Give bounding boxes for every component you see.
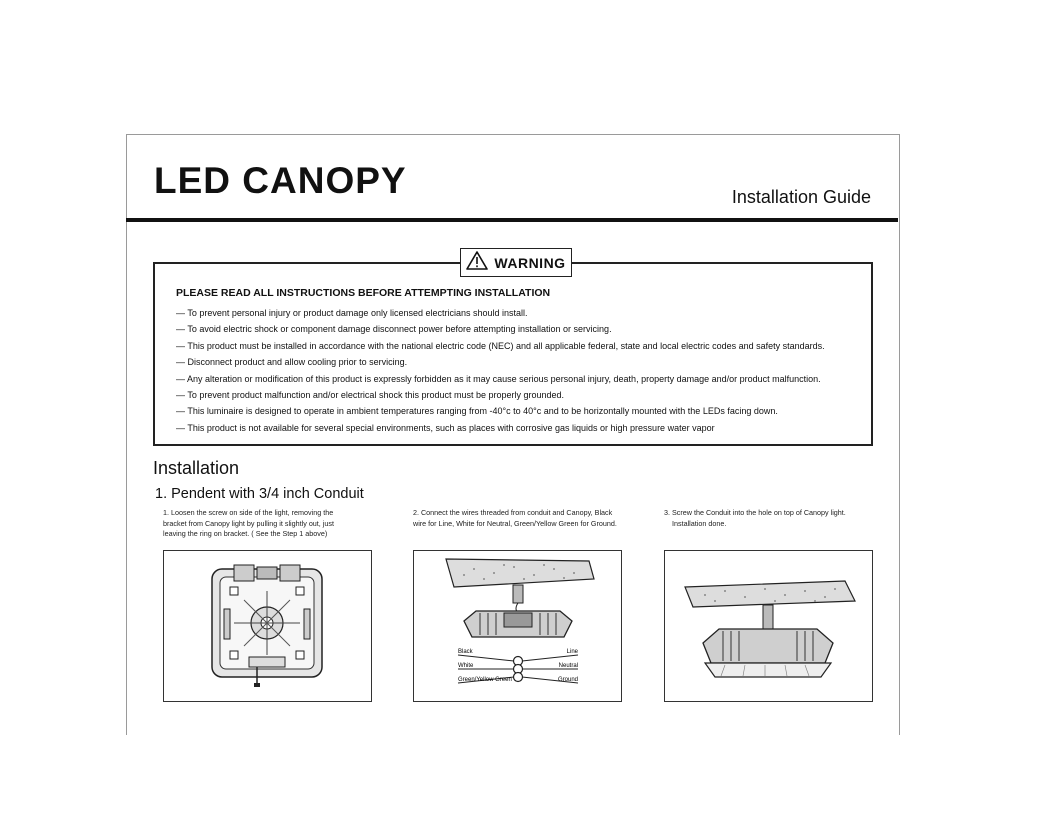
wire-label-black: Black	[458, 649, 473, 655]
warning-item: — Any alteration or modification of this product is expressly forbidden as it may cause serious personal injury, death, property damage and/or product malfunction.	[176, 373, 821, 384]
step-1-figure	[163, 550, 372, 702]
caption-line: Installation done.	[672, 518, 727, 528]
wire-label-white: White	[458, 663, 474, 669]
wire-label-neutral: Neutral	[558, 663, 578, 669]
mounted-canopy-illustration	[665, 551, 872, 701]
installation-heading: Installation	[153, 458, 240, 478]
warning-item: — This product is not available for several special environments, such as places with corrosive gas liquids or high pressure water vapor	[176, 422, 715, 433]
step-2-caption	[413, 508, 617, 529]
caption-line: 2. Connect the wires threaded from conduit and Canopy, Black	[413, 508, 613, 517]
warning-item: — This luminaire is designed to operate in ambient temperatures ranging from -40°c to 40°c and to be horizontally mounted with the LEDs facing down.	[176, 406, 778, 417]
canopy-bracket-illustration	[164, 551, 371, 701]
step-3-figure	[664, 550, 873, 702]
page-title: LED CANOPY	[154, 160, 407, 201]
step-3-caption	[664, 508, 846, 529]
warning-label: WARNING	[494, 254, 566, 271]
wiring-illustration	[414, 551, 621, 701]
warning-heading: PLEASE READ ALL INSTRUCTIONS BEFORE ATTEMPTING INSTALLATION	[176, 287, 551, 299]
warning-item: — Disconnect product and allow cooling prior to servicing.	[176, 357, 408, 368]
caption-line: 3. Screw the Conduit into the hole on top of Canopy light.	[664, 508, 846, 517]
caption-line: 1. Loosen the screw on side of the light, removing the	[163, 508, 334, 517]
wire-label-green: Green/Yellow Green	[458, 677, 512, 683]
caption-line: wire for Line, White for Neutral, Green/Yellow Green for Ground.	[413, 518, 617, 528]
warning-triangle-icon	[466, 251, 488, 275]
caption-line: leaving the ring on bracket. ( See the Step 1 above)	[163, 529, 328, 538]
page-subtitle: Installation Guide	[731, 187, 871, 207]
warning-list	[176, 305, 866, 436]
wire-label-ground: Ground	[557, 677, 578, 683]
warning-item: — To prevent product malfunction and/or electrical shock this product must be properly grounded.	[176, 389, 565, 400]
step-2-figure	[413, 550, 622, 702]
caption-line: bracket from Canopy light by pulling it slightly out, just	[163, 518, 334, 528]
warning-item: — To prevent personal injury or product damage only licensed electricians should install.	[176, 308, 528, 318]
step-1-caption	[163, 508, 334, 540]
warning-item: — This product must be installed in accordance with the national electric code (NEC) and all applicable federal, state and local electric codes and safety standards.	[176, 340, 825, 351]
wire-label-line: Line	[566, 649, 578, 655]
section-title: 1. Pendent with 3/4 inch Conduit	[155, 486, 364, 502]
warning-item: — To avoid electric shock or component damage disconnect power before attempting installation or servicing.	[176, 324, 612, 335]
header-rule	[126, 218, 898, 222]
warning-badge	[460, 248, 572, 277]
